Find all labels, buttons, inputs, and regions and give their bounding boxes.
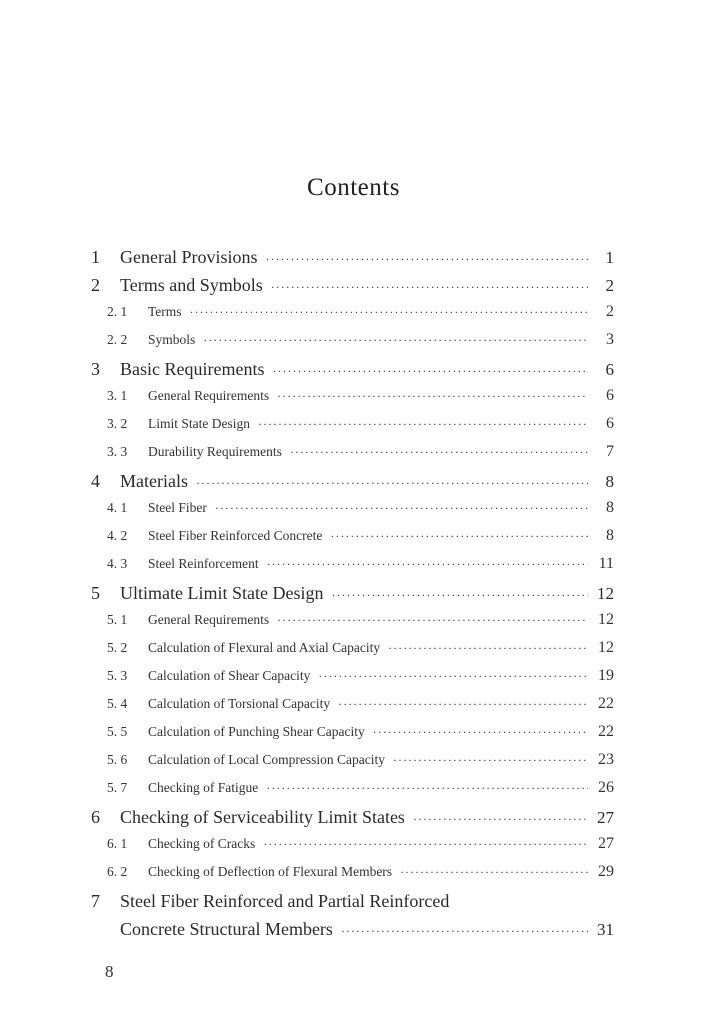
toc-leader-dots: [190, 305, 588, 320]
toc-leader-dots: [400, 865, 588, 880]
toc-leader-dots: [290, 445, 588, 460]
toc-entry-page: 8: [605, 472, 614, 491]
toc-entry: [0, 863, 707, 891]
toc-entry: [0, 499, 707, 527]
toc-leader-dots: [263, 837, 588, 852]
toc-entry: [0, 443, 707, 471]
toc-entry-number: 3. 1: [107, 388, 128, 403]
toc-leader-dots: [341, 924, 588, 939]
toc-entry-number: 4. 3: [107, 556, 128, 571]
toc-entry-page: 27: [598, 835, 614, 852]
toc-entry: [0, 555, 707, 583]
toc-entry-number: 5. 1: [107, 612, 128, 627]
toc-entry: [0, 807, 707, 835]
toc-entry-page: 7: [606, 443, 614, 460]
toc-entry-number: 5. 4: [107, 696, 128, 711]
toc-entry-label: Terms and Symbols: [120, 275, 263, 295]
toc-entry-label: Calculation of Flexural and Axial Capacity: [148, 640, 381, 655]
toc-entry-label: Steel Reinforcement: [148, 556, 259, 571]
toc-entry-label: Limit State Design: [148, 416, 250, 431]
toc-entry-page: 19: [598, 667, 614, 684]
toc-leader-dots: [413, 812, 588, 827]
toc-entry: [0, 527, 707, 555]
toc-entry-label: Durability Requirements: [148, 444, 282, 459]
toc-entry: [0, 331, 707, 359]
toc-entry-label: Materials: [120, 471, 188, 491]
toc-entry: [0, 303, 707, 331]
toc-entry: [0, 751, 707, 779]
toc-entry-label: General Requirements: [148, 612, 270, 627]
toc-entry-label: Checking of Deflection of Flexural Members: [148, 864, 393, 879]
toc-entry-page: 22: [598, 695, 614, 712]
toc-leader-dots: [258, 417, 588, 432]
toc-entry: [0, 639, 707, 667]
toc-entry-label: General Provisions: [120, 247, 258, 267]
toc-entry-number: 7: [91, 891, 100, 911]
toc-entry-number: 5. 5: [107, 724, 128, 739]
toc-entry-page: 12: [598, 639, 614, 656]
toc-entry: [0, 919, 707, 947]
toc-entry-page: 22: [598, 723, 614, 740]
toc-leader-dots: [338, 697, 588, 712]
toc-entry: [0, 387, 707, 415]
toc-entry-number: 6. 1: [107, 836, 128, 851]
toc-entry-page: 6: [606, 415, 614, 432]
toc-entry-page: 8: [606, 527, 614, 544]
toc-entry-page: 31: [597, 920, 614, 939]
toc-leader-dots: [203, 333, 588, 348]
toc-entry-number: 2. 1: [107, 304, 128, 319]
toc-leader-dots: [266, 781, 588, 796]
toc-entry: [0, 247, 707, 275]
toc-entry: [0, 667, 707, 695]
toc-entry-number: 4. 2: [107, 528, 128, 543]
toc-leader-dots: [215, 501, 588, 516]
toc-entry-label: Checking of Serviceability Limit States: [120, 807, 405, 827]
toc-entry-number: 3. 2: [107, 416, 128, 431]
toc-entry-label: Checking of Fatigue: [148, 780, 259, 795]
toc-entry-number: 6: [91, 807, 100, 827]
toc-entry-number: 5: [91, 583, 100, 603]
toc-entry-label: Steel Fiber Reinforced and Partial Reinforced: [120, 891, 450, 911]
toc-leader-dots: [388, 641, 588, 656]
toc-entry-number: 6. 2: [107, 864, 128, 879]
toc-leader-dots: [393, 753, 588, 768]
toc-leader-dots: [318, 669, 588, 684]
page-title: Contents: [307, 174, 400, 201]
toc-entry: [0, 415, 707, 443]
table-of-contents: [0, 247, 707, 947]
toc-entry-page: 1: [605, 248, 614, 267]
toc-entry-number: 1: [91, 247, 100, 267]
toc-leader-dots: [271, 280, 588, 295]
toc-entry-label: General Requirements: [148, 388, 270, 403]
toc-entry-page: 2: [606, 303, 614, 320]
toc-entry-number: 2. 2: [107, 332, 128, 347]
toc-entry-page: 6: [605, 360, 614, 379]
toc-entry-label: Terms: [148, 304, 182, 319]
toc-leader-dots: [331, 588, 588, 603]
toc-entry-page: 8: [606, 499, 614, 516]
toc-entry-number: 5. 7: [107, 780, 128, 795]
toc-entry-label: Calculation of Shear Capacity: [148, 668, 311, 683]
toc-entry-number: 4. 1: [107, 500, 128, 515]
toc-entry-label: Steel Fiber: [148, 500, 207, 515]
toc-entry-number: 2: [91, 275, 100, 295]
toc-entry-label: Checking of Cracks: [148, 836, 256, 851]
toc-entry-label: Steel Fiber Reinforced Concrete: [148, 528, 323, 543]
toc-entry-page: 11: [598, 555, 614, 572]
toc-entry-number: 3. 3: [107, 444, 128, 459]
toc-entry: [0, 611, 707, 639]
toc-entry-page: 2: [605, 276, 614, 295]
toc-entry-page: 12: [598, 611, 614, 628]
toc-entry: [0, 275, 707, 303]
toc-entry-page: 23: [598, 751, 614, 768]
toc-entry-page: 26: [598, 779, 614, 796]
toc-entry-page: 29: [598, 863, 614, 880]
toc-leader-dots: [272, 364, 588, 379]
toc-entry: [0, 723, 707, 751]
toc-entry-page: 27: [597, 808, 614, 827]
toc-entry-page: 12: [597, 584, 614, 603]
toc-entry: [0, 891, 707, 919]
toc-entry-page: 6: [606, 387, 614, 404]
toc-entry-label: Symbols: [148, 332, 196, 347]
toc-entry-page: 3: [606, 331, 614, 348]
toc-leader-dots: [267, 557, 588, 572]
toc-entry: [0, 835, 707, 863]
toc-entry: [0, 583, 707, 611]
toc-entry: [0, 359, 707, 387]
toc-entry: [0, 695, 707, 723]
toc-entry-number: 5. 2: [107, 640, 128, 655]
toc-entry-label: Calculation of Punching Shear Capacity: [148, 724, 365, 739]
page-number: 8: [105, 962, 114, 981]
toc-leader-dots: [277, 613, 588, 628]
toc-entry-number: 3: [91, 359, 100, 379]
toc-entry-label: Concrete Structural Members: [120, 919, 333, 939]
toc-entry: [0, 471, 707, 499]
toc-entry-number: 5. 6: [107, 752, 128, 767]
toc-entry-number: 5. 3: [107, 668, 128, 683]
toc-entry: [0, 779, 707, 807]
toc-entry-label: Calculation of Local Compression Capacity: [148, 752, 385, 767]
toc-leader-dots: [196, 476, 588, 491]
toc-entry-number: 4: [91, 471, 100, 491]
toc-leader-dots: [373, 725, 588, 740]
toc-leader-dots: [265, 252, 588, 267]
toc-leader-dots: [277, 389, 588, 404]
toc-leader-dots: [330, 529, 588, 544]
toc-entry-label: Basic Requirements: [120, 359, 265, 379]
toc-entry-label: Calculation of Torsional Capacity: [148, 696, 331, 711]
toc-entry-label: Ultimate Limit State Design: [120, 583, 324, 603]
